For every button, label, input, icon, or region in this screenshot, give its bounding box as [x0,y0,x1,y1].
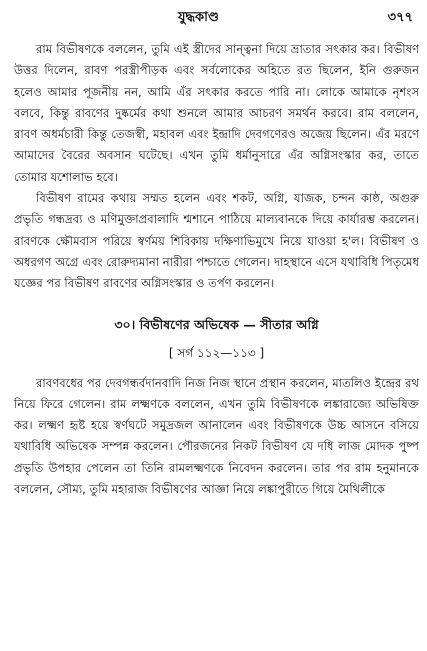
paragraph-rama-instructs-vibhishana: রাম বিভীষণকে বললেন, তুমি এই স্ত্রীদের সান্ত্বনা দিয়ে ভ্রাতার সৎকার কর। বিভীষণ উত্তর দিলেন, রাবণ পরস্ত্রীপীড়ক এবং সর্বলোকের অহিতে রত ছিলেন, ইনি গুরুজন হলেও আমার পূজনীয় নন, আমি এঁর সৎকার করতে পারি না। লোকে আমাকে নৃশংস বলবে, কিন্তু রাবণের দুষ্কর্মের কথা শুনলে আমার আচরণ সমর্থন করবে। রাম বললেন, রাবণ অধর্মচারী কিন্তু তেজস্বী, মহাবল এবং ইন্দ্রাদি দেবগণেরও অজেয় ছিলেন। এঁর মরণে আমাদের বৈরের অবসান ঘটেছে। এখন তুমি ধর্মানুসারে এঁর অগ্নিসংস্কার কর, তাতে তোমার যশোলাভ হবে। [14,42,419,184]
paragraph-ravana-funeral: বিভীষণ রামের কথায় সম্মত হলেন এবং শকট, অগ্নি, যাজক, চন্দন কাষ্ঠ, অগুরু প্রভৃতি গন্ধদ্রব্য ও মণিমুক্তাপ্রবালাদি শ্মশানে পাঠিয়ে মাল্যবানকে দিয়ে কার্যারম্ভ করলেন। রাবণকে ক্ষৌমবাস পরিয়ে স্বর্ণময় শিবিকায় দক্ষিণাভিমুখে নিয়ে যাওয়া হ'ল। বিভীষণ ও অধরগণ অগ্রে এবং রোরুদ্যমানা নারীরা পশ্চাতে গেলেন। দাহস্থানে এসে যথাবিধি পিতৃমেধ যজ্ঞের পর বিভীষণ রাবণের অগ্নিসংস্কার ও তর্পণ করলেন। [14,191,419,291]
sarga-reference: [ সর্গ ১১২—১১৩ ] [168,345,265,360]
page-header [14,0,419,30]
page-number: ৩৭৭ [387,10,413,25]
section-heading: ৩০। বিভীষণের অভিষেক — সীতার অগ্নি [114,316,319,332]
paragraph-vibhishana-coronation: রাবণবধের পর দেবগন্ধর্বদানবাদি নিজ নিজ স্থানে প্রস্থান করলেন, মাতলিও ইন্দ্রের রথ নিয়ে ফিরে গেলেন। রাম লক্ষ্মণকে বললেন, এখন তুমি বিভীষণকে লঙ্কারাজ্যে অভিষিক্ত কর। লক্ষ্মণ হৃষ্ট হয়ে স্বর্ণঘটে সমুদ্রজল আনালেন এবং বিভীষণকে উচ্চ আসনে বসিয়ে যথাবিধি অভিষেক সম্পন্ন করলেন। পৌরজনের নিকট বিভীষণ যে দধি লাজ মোদক পুষ্প প্রভৃতি উপহার পেলেন তা তিনি রামলক্ষ্মণকে নিবেদন করলেন। তার পর রাম হনুমানকে বললেন, সৌম্য, তুমি মহারাজ বিভীষণের আজ্ঞা নিয়ে লঙ্কাপুরীতে গিয়ে মৈথিলীকে [14,375,419,497]
book-page [14,0,419,651]
running-title: যুদ্ধকাণ্ড [178,10,219,25]
